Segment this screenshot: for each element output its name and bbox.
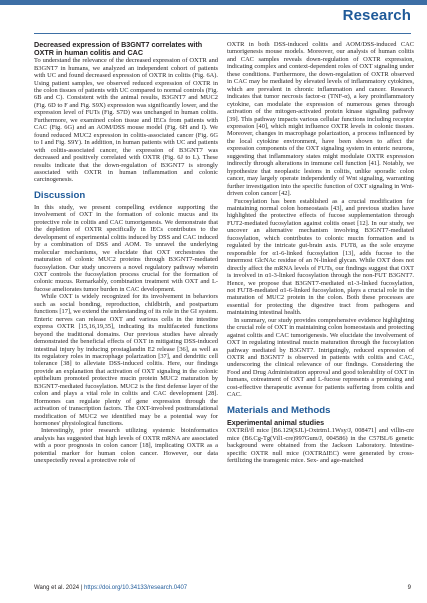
page-number: 9 — [407, 585, 411, 591]
discussion-heading: Discussion — [34, 189, 86, 201]
methods-paragraph: OXTRfl/fl mice [B6.129(SJL)-Oxtrtm1.1Wsy/J, 008471] and villin-cre mice (B6.Cg-Tg(Vil1-cre)997Gum/J, 004586) in the C57BL/6 genetic background were obtained from the Jackson Laboratory. Intestine-specific OXTR null mice (OXTRΔIEC) were generated by cross-fertilizing the transgenic mice. Sex- and age-matched — [227, 427, 414, 464]
results-paragraph: To understand the relevance of the decreased expression of OXTR and B3GNT7 in humans, we analyzed an independent cohort of patients with UC and found decreased expression of OXTR in colitis (Fig. 6A). Using patient samples, we observed reduced expression of OXTR in the colon tissues of patients with UC compared to normal controls (Fig. 6B and C). Consistent with the animal results, B3GNT7 and MUC2 (Fig. 6D to F and Fig. S9X) expression was significantly lower, and the expression level of FUTs (Fig. S7D) was unchanged in human colitis. Furthermore, we examined colon tissue and IECs from patients with CAC (Fig. 6G) and an AOM/DSS mouse model (Fig. 6H and I). We found reduced MUC2 expression in colitis-associated cancer (Fig. 6G to I and Fig. S9Y). In addition, in human patients with UC and patients with colitis-associated cancer, the expression of B3GNT7 was decreased and positively correlated with OXTR (Fig. 6J to L). These results indicate that the down-regulation of B3GNT7 is strongly associated with OXTR in human inflammation and colonic carcinogenesis. — [34, 57, 218, 184]
left-column — [34, 41, 218, 581]
citation-text: Wang et al. 2024 | — [34, 585, 85, 591]
header-accent-bar — [0, 0, 427, 5]
header-rule — [34, 33, 411, 34]
discussion-paragraph: Fucosylation has been established as a crucial modification for maintaining normal colon homeostasis [43], and previous studies have highlighted the protective effects of fucose supplementation through FUT2-mediated fucosylation against colitis onset [12]. In our study, we uncover an alternative mechanism involving B3GNT7-mediated fucosylation, which contributes to colonic mucin formation and is regulated by the intricate gut-brain axis. FUT8, as the sole enzyme responsible for α1-6-linked fucosylation [13], adds fucose to the innermost GlcNAc residue of an N-linked glycan. While OXT does not directly affect the mRNA levels of FUTs, our findings suggest that OXT is involved in α1-3-linked fucosylation through the non-FUT B3GNT7. Hence, we propose that B3GNT7-mediated α1-3-linked fucosylation, not FUT8-mediated α1-6-linked fucosylation, plays a crucial role in the maturation of MUC2 protein in the colon. Both these processes are essential for protecting the digestive tract from pathogens and maintaining intestinal health. — [227, 197, 414, 317]
methods-subheading: Experimental animal studies — [227, 417, 325, 427]
discussion-paragraph: In summary, our study provides comprehensive evidence highlighting the crucial role of OXT in maintaining colon homeostasis and protecting against colitis and CAC tumorigenesis. We elucidate the involvement of OXT in regulating intestinal mucin maturation through the fucosylation pathway mediated by B3GNT7. Intriguingly, reduced expression of OXTR and B3GNT7 is observed in patients with colitis and CAC, underscoring the clinical relevance of our findings. Considering the Food and Drug Administration approval and good tolerability of OXT in humans, cotreatment of OXT and L-fucose represents a promising and cost-effective therapeutic avenue for patients suffering from colitis and CAC. — [227, 316, 414, 399]
methods-heading: Materials and Methods — [227, 404, 331, 416]
results-subheading: Decreased expression of B3GNT7 correlates with OXTR in human colitis and CAC — [34, 41, 203, 58]
discussion-text — [34, 204, 218, 465]
discussion-paragraph: Interestingly, prior research utilizing systemic bioinformatics analysis has suggested that high levels of OXTR mRNA are associated with a poor prognosis in colon cancer [18], implicating OXTR as a potential marker for human colon cancer. However, our data unexpectedly reveal a protective role of — [34, 427, 218, 465]
discussion-paragraph: OXTR in both DSS-induced colitis and AOM/DSS-induced CAC tumorigenesis mouse models. Moreover, our analysis of human colitis and CAC samples reveals down-regulation of OXTR expression, indicating complex and context-dependent roles of OXT signaling under these conditions. Furthermore, the down-regulation of OXTR observed in CAC may be mediated by elevated levels of inflammatory cytokines, which are prevalent in chronic inflammation and cancer. Research indicates that tumor necrosis factor-α (TNF-α), a key proinflammatory cytokine, can modulate the expression of numerous genes through activation of the mitogen-activated protein kinase signaling pathway [39]. This pathway impacts various cellular functions including receptor expression [40], which might influence OXTR levels in colonic tissues. Moreover, changes in macrophage polarization, a process influenced by the local cytokine environment, have been shown to affect the expression components of the OXT signaling system in enteric neurons, suggesting that inflammatory states might modulate OXTR expression indirectly through alterations in immune cell function [41]. Notably, we hypothesize that neoplastic lesions in colitis, unlike sporadic colon cancer, may largely operate independently of Wnt signaling, warranting further investigation into the specific function of OXT signaling in Wnt-driven colon cancer [42]. — [227, 41, 414, 198]
citation — [34, 585, 187, 591]
results-text — [34, 57, 218, 184]
doi-link[interactable]: https://doi.org/10.34133/research.0407 — [84, 585, 188, 591]
discussion-paragraph: While OXT is widely recognized for its involvement in behaviors such as social bonding, reproduction, childbirth, and postpartum functions [17], we extend the understanding of its role in the GI system. Enteric nerves can release OXT and various cells in the intestine express OXTR [15,16,19,35], indicating its multifaceted functions beyond the traditional domains. Our previous studies have already demonstrated the beneficial effects of OXT in mitigating DSS-induced intestinal injury by inducing prostaglandin E2 release [36], as well as its regulatory roles in macrophage polarization [37], and dendritic cell tolerance [38] to alleviate DSS-induced colitis. Here, our findings provide an explanation that activation of OXT signaling in the colonic epithelium promoted protective mucin protein MUC2 maturation by B3GNT7-mediated fucosylation. MUC2 is the first defense layer of the colon and plays a vital role in colitis and CAC development [28]. Hormones can regulate plenty of gene expression through the activation of transcription factors. The OXT-involved posttranslational modification of MUC2 we identified may be a potential way for hormones' physiological functions. — [34, 293, 218, 428]
discussion-paragraph: In this study, we present compelling evidence supporting the involvement of OXT in the formation of colonic mucus and its protective role in colitis and CAC tumorigenesis. We demonstrate that the depletion of OXTR specifically in IECs contributes to the development of experimental colitis induced by DSS and CAC induced by a combination of DSS and AOM. To unravel the underlying molecular mechanisms, we elucidate that OXT orchestrates the maturation of colonic MUC2 proteins through B3GNT7-mediated fucosylation. Our study uncovers a novel regulatory pathway wherein OXT controls the fucosylation process crucial for the formation of colonic mucus. Remarkably, combination treatment with OXT and L-fucose ameliorates tumor burden in CAC development. — [34, 203, 218, 293]
journal-section-title: Research — [342, 7, 411, 24]
right-column — [227, 41, 414, 581]
page-footer — [34, 585, 411, 595]
discussion-continued-text — [227, 41, 414, 399]
